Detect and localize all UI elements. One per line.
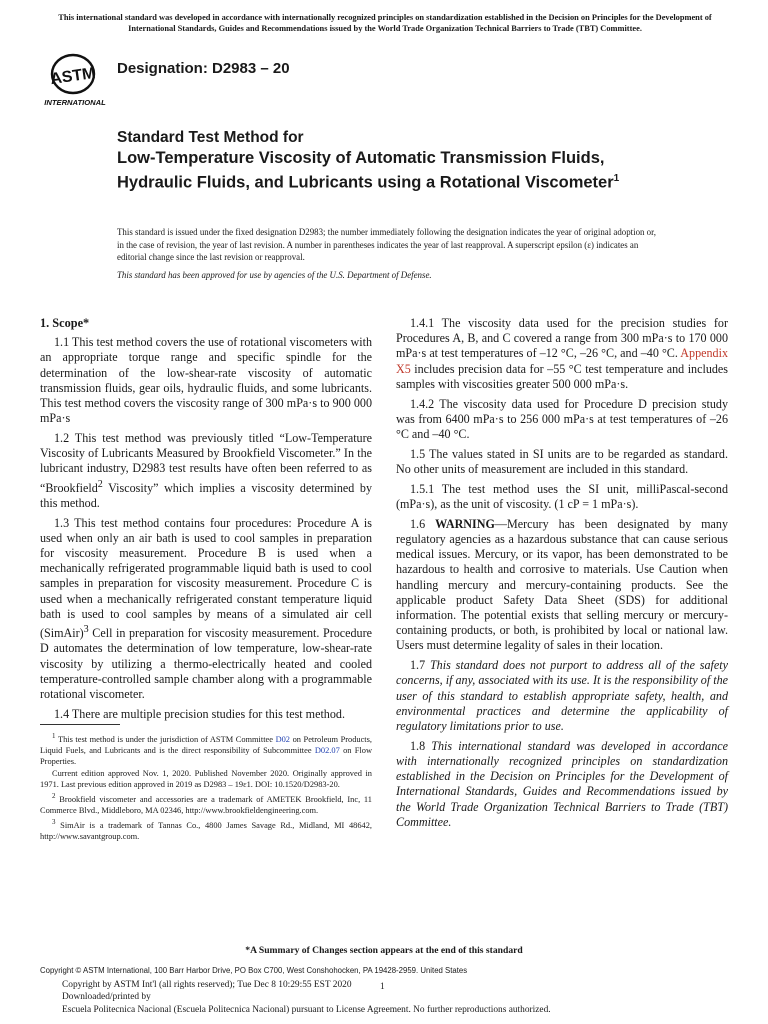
footnotes [40, 731, 372, 843]
download-line-3: Escuela Politecnica Nacional (Escuela Politecnica Nacional) pursuant to License Agreement. No further reproductions authorized. [62, 1004, 551, 1015]
top-notice: This international standard was developed in accordance with internationally recognized principles on standardization established in the Decision on Principles for the Development of International Standards, Guides and Recommendations issued by the World Trade Organization Technical Barriers to Trade (TBT) Committee. [58, 13, 712, 33]
footnote-3: $^3$ SimAir is a trademark of Tannas Co., 4800 James Savage Rd., Midland, MI 48642, http://www.savantgroup.com. [40, 818, 373, 842]
title-main [117, 148, 677, 193]
paragraph-1-4-1: 1.4.1 The viscosity data used for the precision studies for Procedures A, B, and C covered a range from 300 mPa·s to 170 000 mPa·s at test temperatures of –12 °C, –26 °C, and –40 °C. Appendix X5 includes precision data for –55 °C test temperature and includes samples with viscosities greater 500 000 mPa·s. [396, 316, 728, 391]
paragraph-1-1: 1.1 This test method covers the use of rotational viscometers with an appropriate torque range and specific spindle for the determination of the low-shear-rate viscosity of automatic transmission fluids, gear oils, hydraulic fluids, and some lubricants. This test method covers the viscosity range of 300 mPa·s to 900 000 mPa·s [40, 335, 372, 426]
paragraph-1-8: 1.8 This international standard was developed in accordance with internationally recognized principles on standardization established in the Decision on Principles for the Development of International Standards, Guides and Recommendations issued by the World Trade Organization Technical Barriers to Trade (TBT) Committee. [396, 738, 729, 829]
page-number: 1 [380, 982, 385, 992]
footnote-ref-3: 3 [83, 624, 89, 636]
footnote-divider [40, 724, 120, 725]
paragraph-1-3: 1.3 This test method contains four procedures: Procedure A is used when only an air bath is used to cool samples in preparation for viscosity measurement. Procedure B is used when a mechanically refrigerated programmable liquid bath is used to cool samples in preparation for viscosity measurement. Procedure C is used when a mechanically refrigerated constant temperature liquid bath is used to cool samples by means of a simulated air cell (SimAir)$^3$ Cell in preparation for viscosity measurement. Procedure D automates the determination of low temperature, low-shear-rate viscosity by utilizing a thermo-electrically heated and cooled temperature-controlled sample chamber along with a programmable rotational viscometer. [40, 515, 372, 701]
paragraph-1-4-2: 1.4.2 The viscosity data used for Procedure D precision study was from 6400 mPa·s to 256 000 mPa·s at test temperatures of –26 °C and –40 °C. [396, 396, 728, 442]
warning-label: WARNING [435, 516, 495, 531]
standard-note: This standard is issued under the fixed designation D2983; the number immediately following the designation indicates the year of original adoption or, in the case of revision, the year of last revision. A number in parentheses indicates the year of last reapproval. A superscript epsilon (ε) indicates an editorial change since the last revision or reapproval. [117, 227, 656, 263]
scope-heading: 1. Scope* [40, 316, 90, 330]
paragraph-1-7: 1.7 This standard does not purport to address all of the safety concerns, if any, associated with its use. It is the responsibility of the user of this standard to establish appropriate safety, health, and environmental practices and determine the applicability of regulatory limitations prior to use. [396, 658, 728, 734]
subcommittee-d0207-link[interactable]: D02.07 [314, 745, 340, 755]
paragraph-1-2: 1.2 This test method was previously titled “Low-Temperature Viscosity of Lubricants Measured by Brookfield Viscometer.” In the lubricant industry, D2983 test results have often been referred to as “Brookfield$^2$ Viscosity” which implies a viscosity determined by this method. [40, 431, 372, 510]
paragraph-1-6: 1.6 WARNING—Mercury has been designated by many regulatory agencies as a hazardous substance that can cause serious medical issues. Mercury, or its vapor, has been demonstrated to be hazardous to health and corrosive to materials. Use Caution when handling mercury and mercury-containing products. See the applicable product Safety Data Sheet (SDS) for additional information. The potential exists that selling mercury or mercury-containing products, or both, is prohibited by local or national law. Users must determine legality of sales in their location. [396, 516, 729, 653]
footnote-ref-2: 2 [97, 478, 103, 490]
download-info [62, 979, 551, 1016]
paragraph-1-5: 1.5 The values stated in SI units are to be regarded as standard. No other units of measurement are included in this standard. [396, 446, 728, 477]
left-column [40, 316, 372, 727]
appendix-x5-link[interactable]: Appendix X5 [396, 346, 728, 376]
astm-logo [40, 50, 110, 108]
title-footnote-mark: 1 [613, 172, 620, 184]
logo-sub-text: INTERNATIONAL [44, 98, 106, 107]
logo-text: ASTM [49, 64, 97, 89]
copyright-line: Copyright © ASTM International, 100 Barr Harbor Drive, PO Box C700, West Conshohocken, PA 19428-2959. United States [40, 966, 468, 975]
title-line1: Standard Test Method for [117, 129, 304, 146]
defense-note: This standard has been approved for use by agencies of the U.S. Department of Defense. [117, 270, 432, 280]
summary-note: *A Summary of Changes section appears at the end of this standard [245, 945, 523, 956]
committee-d02-link[interactable]: D02 [275, 734, 290, 744]
designation: Designation: D2983 – 20 [117, 60, 290, 77]
footnote-1-edition: Current edition approved Nov. 1, 2020. Published November 2020. Originally approved in 1971. Last previous edition approved in 2019 as D2983 – 19ε1. DOI: 10.1520/D2983-20. [40, 769, 372, 790]
footnote-1: $^1$ This test method is under the jurisdiction of ASTM Committee D02 on Petroleum Products, Liquid Fuels, and Lubricants and is the direct responsibility of Subcommittee D02.07 on Flow Properties. [40, 732, 372, 766]
paragraph-1-5-1: 1.5.1 The test method uses the SI unit, milliPascal-second (mPa·s), as the unit of viscosity. (1 cP = 1 mPa·s). [396, 481, 728, 512]
paragraph-1-4: 1.4 There are multiple precision studies for this test method. [54, 706, 345, 721]
download-line-2: Downloaded/printed by [62, 992, 151, 1003]
document-title [117, 128, 677, 193]
footnote-2: $^2$ Brookfield viscometer and accessories are a trademark of AMETEK Brookfield, Inc, 11 Commerce Blvd., Middleboro, MA 02346, http://www.brookfieldengineering.com. [40, 792, 372, 816]
right-column [396, 316, 728, 835]
title-main-text: Low-Temperature Viscosity of Automatic Transmission Fluids, Hydraulic Fluids, and Lubricants using a Rotational Viscometer [117, 149, 614, 191]
download-line-1: Copyright by ASTM Int'l (all rights reserved); Tue Dec 8 10:29:55 EST 2020 [62, 980, 352, 990]
